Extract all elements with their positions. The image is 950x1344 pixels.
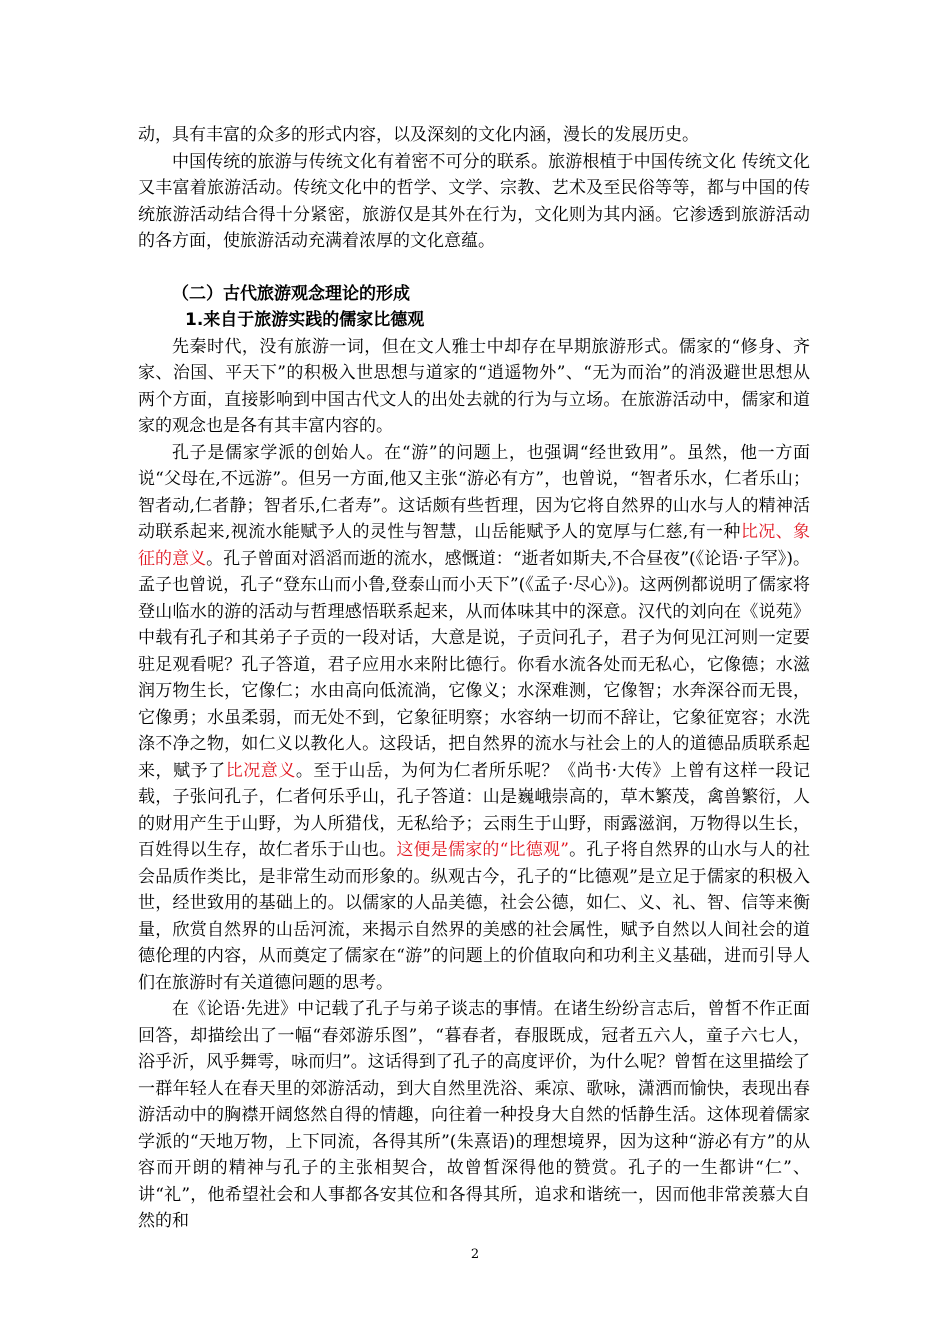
text-run: 。孔子曾面对滔滔而逝的流水，感慨道：“逝者如斯夫,不合昼夜”(《论语·子罕》)。孟子也曾说，孔子“登东山而小鲁,登泰山而小天下”(《孟子·尽心》)。这两例都说明了儒家将登山临水的游的活动与哲理感悟联系起来，从而体味其中的深意。汉代的刘向在《说苑》中载有孔子和其弟子子贡的一段对话，大意是说，子贡问孔子，君子为何见江河则一定要驻足观看呢？孔子答道，君子应用水来附比德行。你看水流各处而无私心，它像德；水滋润万物生长，它像仁；水由高向低流淌，它像义；水深难测，它像智；水奔深谷而无畏，它像勇；水虽柔弱，而无处不到，它象征明察；水容纳一切而不辞让，它象征宽容；水洗涤不净之物，如仁义以教化人。这段话，把自然界的流水与社会上的人的道德品质联系起来，赋予了	[138, 548, 811, 781]
paragraph-culture: 中国传统的旅游与传统文化有着密不可分的联系。旅游根植于中国传统文化 传统文化又丰富着旅游活动。传统文化中的哲学、文学、宗教、艺术及至民俗等等，都与中国的传统旅游活动结合得十分紧密，旅游仅是其外在行为，文化则为其内涵。它渗透到旅游活动的各方面，使旅游活动充满着浓厚的文化意蕴。	[138, 151, 810, 251]
highlight-text: 这便是儒家的“比德观”	[396, 840, 569, 860]
section-heading: （二）古代旅游观念理论的形成	[172, 283, 410, 304]
paragraph-pre-qin: 先秦时代，没有旅游一词，但在文人雅士中却存在早期旅游形式。儒家的“修身、齐家、治国、平天下”的积极入世思想与道家的“逍遥物外”、“无为而治”的消汲避世思想从两个方面，直接影响到中国古代文人的出处去就的行为与立场。在旅游活动中，儒家和道家的观念也是各有其丰富内容的。	[138, 336, 810, 436]
text-run: 。孔子将自然界的山水与人的社会品质作类比，是非常生动而形象的。纵观古今，孔子的“比德观”是立足于儒家的积极入世，经世致用的基础上的。以儒家的人品美德，社会公德，如仁、义、礼、智、信等来衡量，欣赏自然界的山岳河流，来揭示自然界的美感的社会属性，赋予自然以人间社会的道德伦理的内容，从而奠定了儒家在“游”的问题上的价值取向和功利主义基础，进而引导人们在旅游时有关道德问题的思考。	[138, 840, 810, 993]
text-run: 孔子是儒家学派的创始人。在“游”的问题上，也强调“经世致用”。虽然，他一方面说“父母在,不远游”。但另一方面,他又主张“游必有方”，也曾说，“智者乐水，仁者乐山；智者动,仁者静；智者乐,仁者寿”。这话颇有些哲理，因为它将自然界的山水与人的精神活动联系起来,视流水能赋予人的灵性与智慧，山岳能赋予人的宽厚与仁慈,有一种	[138, 442, 810, 542]
paragraph-confucius	[138, 440, 810, 997]
subsection-heading: 1.来自于旅游实践的儒家比德观	[185, 310, 425, 330]
highlight-text: 比况意义	[225, 760, 296, 781]
text-run: 。至于山岳，为何为仁者所乐呢？《尚书·大传》上曾有这样一段记载，子张问孔子，仁者何乐乎山，孔子答道：山是巍峨崇高的，草木繁茂，禽兽繁衍，人的财用产生于山野，为人所猎伐，无私给予；云雨生于山野，雨露滋润，万物得以生长，百姓得以生存，故仁者乐于山也。	[138, 760, 811, 860]
page-number: 2	[470, 1247, 480, 1262]
document-page	[138, 122, 810, 1235]
highlight-text: 比况、象征的意义	[138, 522, 810, 569]
paragraph-continued: 动，具有丰富的众多的形式内容，以及深刻的文化内涵，漫长的发展历史。	[138, 125, 699, 145]
paragraph-lunyu: 在《论语·先进》中记载了孔子与弟子谈志的事情。在诸生纷纷言志后，曾皙不作正面回答，却描绘出了一幅“春郊游乐图”，“暮春者，春服既成，冠者五六人，童子六七人，浴乎沂，风乎舞雩，咏而归”。这话得到了孔子的高度评价，为什么呢？曾皙在这里描绘了一群年轻人在春天里的郊游活动，到大自然里洗浴、乘凉、歌咏，潇洒而愉快，表现出春游活动中的胸襟开阔悠然自得的情趣，向往着一种投身大自然的恬静生活。这体现着儒家学派的“天地万物，上下同流，各得其所”(朱熹语)的理想境界，因为这种“游必有方”的从容而开朗的精神与孔子的主张相契合，故曾皙深得他的赞赏。孔子的一生都讲“仁”、讲“礼”，他希望社会和人事都各安其位和各得其所，追求和谐统一，因而他非常羡慕大自然的和	[138, 999, 810, 1231]
